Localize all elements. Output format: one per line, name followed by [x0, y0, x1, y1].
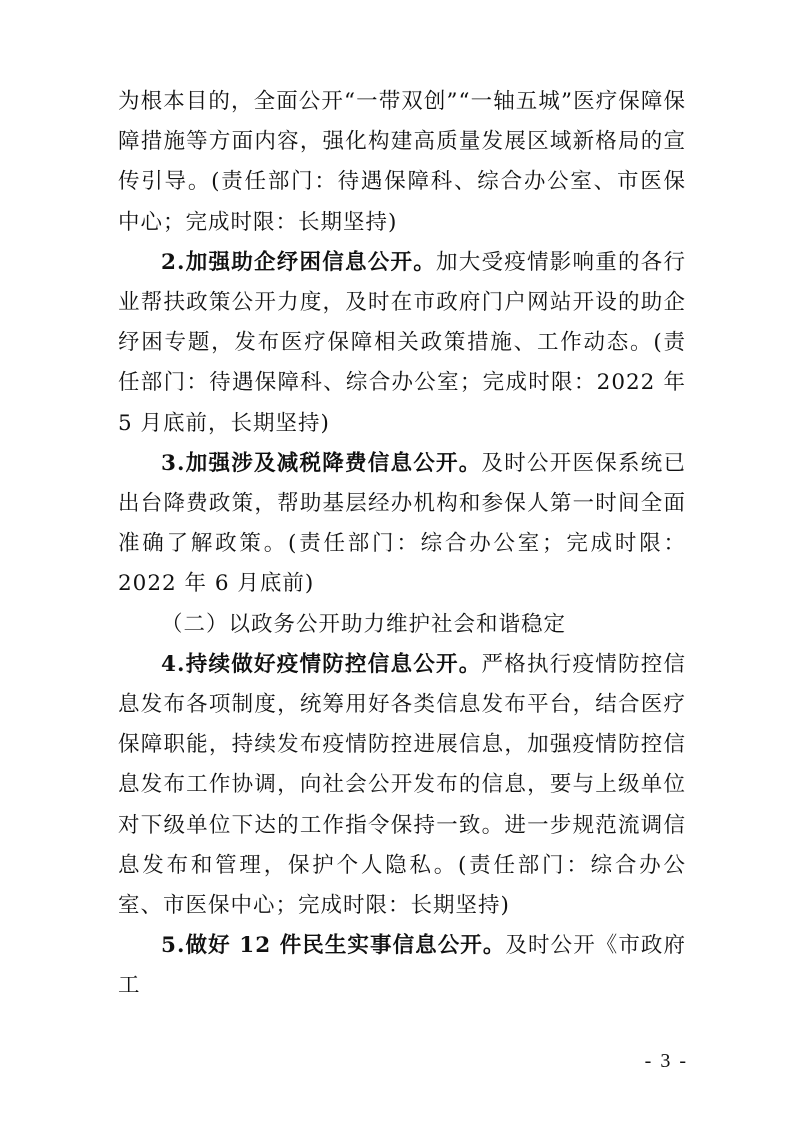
document-body — [118, 82, 686, 1007]
section-heading: （二）以政务公开助力维护社会和谐稳定 — [161, 611, 567, 637]
paragraph-lead: 2.加强助企纾困信息公开。 — [161, 249, 436, 275]
paragraph-item-5 — [118, 926, 686, 1006]
paragraph-lead: 5.做好 12 件民生实事信息公开。 — [161, 933, 506, 959]
paragraph-item-4 — [118, 645, 686, 926]
paragraph-item-2 — [118, 243, 686, 444]
paragraph-lead: 3.加强涉及减税降费信息公开。 — [161, 450, 482, 476]
paragraph-text: 加大受疫情影响重的各行业帮扶政策公开力度，及时在市政府门户网站开设的助企纾困专题，发布医疗保障相关政策措施、工作动态。(责任部门：待遇保障科、综合办公室；完成时限：2022 年 5 月底前，长期坚持) — [118, 249, 686, 436]
paragraph-text: 及时公开《市政府工 — [118, 933, 686, 999]
paragraph-text: 为根本目的，全面公开“一带双创”“一轴五城”医疗保障保障措施等方面内容，强化构建高质量发展区域新格局的宣传引导。(责任部门：待遇保障科、综合办公室、市医保中心；完成时限：长期坚持) — [118, 89, 686, 235]
paragraph-lead: 4.持续做好疫情防控信息公开。 — [161, 651, 482, 677]
paragraph-text: 及时公开医保系统已出台降费政策，帮助基层经办机构和参保人第一时间全面准确了解政策。(责任部门：综合办公室；完成时限：2022 年 6 月底前) — [118, 450, 686, 597]
page-number: - 3 - — [644, 1050, 688, 1072]
paragraph-continuation — [118, 82, 686, 243]
paragraph-item-3 — [118, 444, 686, 605]
paragraph-text: 严格执行疫情防控信息发布各项制度，统筹用好各类信息发布平台，结合医疗保障职能，持续发布疫情防控进展信息，加强疫情防控信息发布工作协调，向社会公开发布的信息，要与上级单位对下级单位下达的工作指令保持一致。进一步规范流调信息发布和管理，保护个人隐私。(责任部门：综合办公室、市医保中心；完成时限：长期坚持) — [118, 651, 686, 919]
